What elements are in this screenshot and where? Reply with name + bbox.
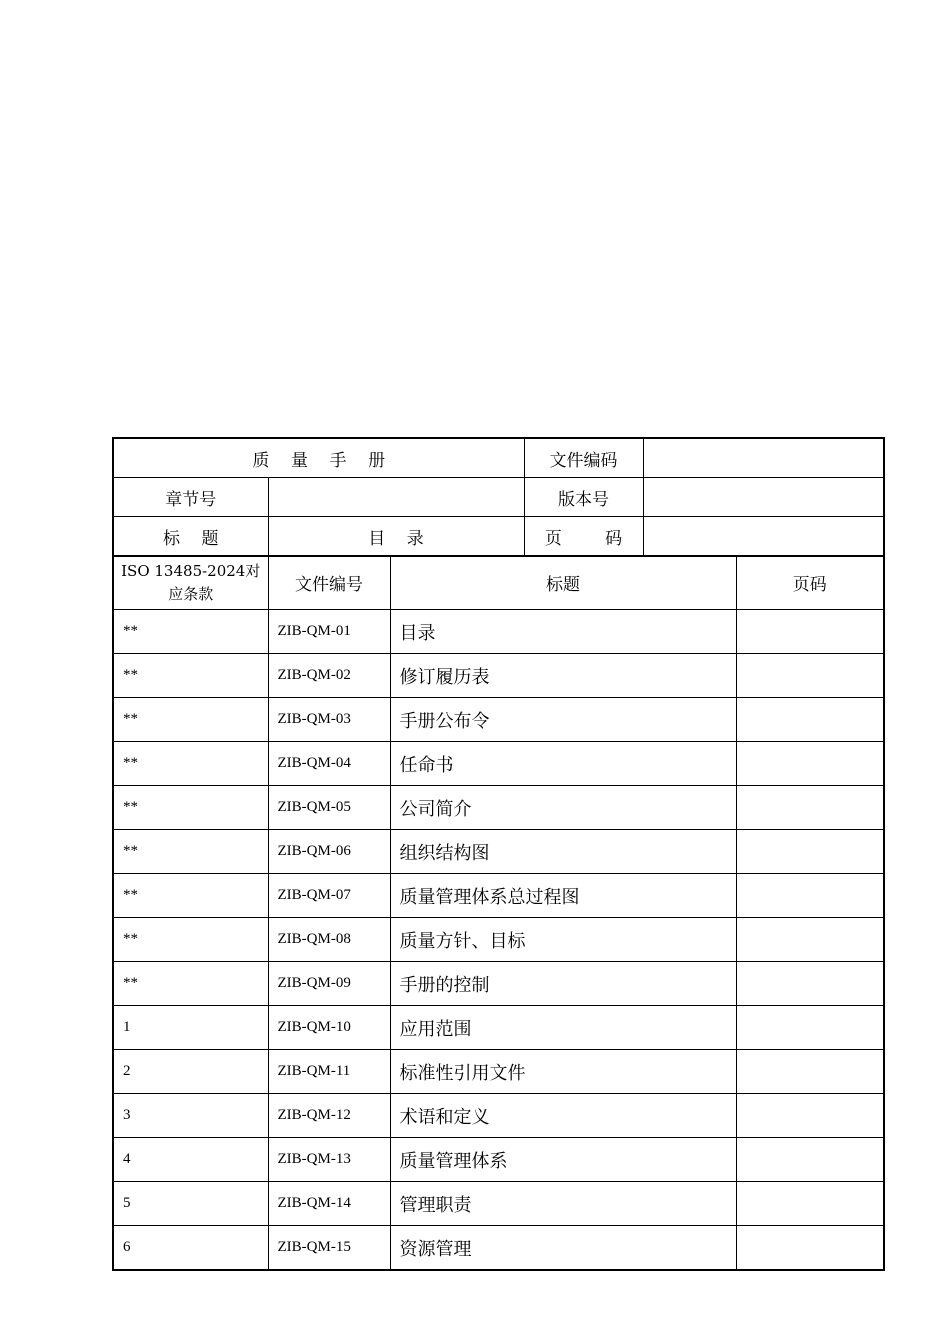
- table-row: [113, 830, 884, 874]
- page-cell: [736, 654, 884, 698]
- clause-cell: 4: [113, 1138, 268, 1182]
- code-cell: ZIB-QM-07: [268, 874, 390, 918]
- page-cell: [736, 742, 884, 786]
- page-label: 页 码: [524, 517, 643, 557]
- page-cell: [736, 1182, 884, 1226]
- table-row: [113, 1050, 884, 1094]
- code-cell: ZIB-QM-05: [268, 786, 390, 830]
- clause-cell: 1: [113, 1006, 268, 1050]
- column-header-title: 标题: [390, 556, 736, 610]
- code-cell: ZIB-QM-15: [268, 1226, 390, 1271]
- code-cell: ZIB-QM-03: [268, 698, 390, 742]
- version-label: 版本号: [524, 478, 643, 517]
- title-cell: 公司简介: [390, 786, 736, 830]
- code-cell: ZIB-QM-04: [268, 742, 390, 786]
- clause-cell: **: [113, 654, 268, 698]
- page-cell: [736, 786, 884, 830]
- title-cell: 手册公布令: [390, 698, 736, 742]
- clause-cell: **: [113, 830, 268, 874]
- chapter-value: [268, 478, 524, 517]
- code-cell: ZIB-QM-12: [268, 1094, 390, 1138]
- table-row: [113, 786, 884, 830]
- table-row: [113, 610, 884, 654]
- title-cell: 目录: [390, 610, 736, 654]
- page-cell: [736, 1138, 884, 1182]
- page-cell: [736, 1006, 884, 1050]
- code-cell: ZIB-QM-10: [268, 1006, 390, 1050]
- page-cell: [736, 962, 884, 1006]
- clause-cell: **: [113, 918, 268, 962]
- column-header-clause: ISO 13485-2024对应条款: [113, 556, 268, 610]
- doc-code-value: [643, 438, 884, 478]
- toc-table: [112, 555, 885, 1271]
- clause-cell: **: [113, 962, 268, 1006]
- title-cell: 手册的控制: [390, 962, 736, 1006]
- title-label: 标 题: [113, 517, 268, 557]
- table-row: [113, 1182, 884, 1226]
- column-header-page: 页码: [736, 556, 884, 610]
- title-cell: 质量方针、目标: [390, 918, 736, 962]
- doc-code-label: 文件编码: [524, 438, 643, 478]
- page-cell: [736, 918, 884, 962]
- clause-cell: 3: [113, 1094, 268, 1138]
- title-cell: 资源管理: [390, 1226, 736, 1271]
- page-cell: [736, 698, 884, 742]
- column-header-code: 文件编号: [268, 556, 390, 610]
- table-row: [113, 1226, 884, 1271]
- manual-title: 质 量 手 册: [113, 438, 524, 478]
- chapter-label: 章节号: [113, 478, 268, 517]
- clause-cell: **: [113, 874, 268, 918]
- clause-cell: 6: [113, 1226, 268, 1271]
- version-value: [643, 478, 884, 517]
- table-row: [113, 654, 884, 698]
- page-value: [643, 517, 884, 557]
- title-cell: 质量管理体系总过程图: [390, 874, 736, 918]
- page-cell: [736, 1226, 884, 1271]
- code-cell: ZIB-QM-02: [268, 654, 390, 698]
- document-header-table: [112, 437, 885, 557]
- code-cell: ZIB-QM-06: [268, 830, 390, 874]
- code-cell: ZIB-QM-01: [268, 610, 390, 654]
- title-cell: 质量管理体系: [390, 1138, 736, 1182]
- table-row: [113, 918, 884, 962]
- code-cell: ZIB-QM-13: [268, 1138, 390, 1182]
- page-cell: [736, 1094, 884, 1138]
- title-value: 目 录: [268, 517, 524, 557]
- title-cell: 标准性引用文件: [390, 1050, 736, 1094]
- code-cell: ZIB-QM-08: [268, 918, 390, 962]
- clause-cell: **: [113, 742, 268, 786]
- title-cell: 术语和定义: [390, 1094, 736, 1138]
- code-cell: ZIB-QM-09: [268, 962, 390, 1006]
- clause-cell: 5: [113, 1182, 268, 1226]
- table-row: [113, 698, 884, 742]
- title-cell: 组织结构图: [390, 830, 736, 874]
- code-cell: ZIB-QM-11: [268, 1050, 390, 1094]
- clause-cell: **: [113, 786, 268, 830]
- title-cell: 应用范围: [390, 1006, 736, 1050]
- table-row: [113, 742, 884, 786]
- page-cell: [736, 1050, 884, 1094]
- toc-column-headers: [113, 556, 884, 610]
- page-cell: [736, 874, 884, 918]
- title-cell: 修订履历表: [390, 654, 736, 698]
- table-row: [113, 1138, 884, 1182]
- code-cell: ZIB-QM-14: [268, 1182, 390, 1226]
- page-cell: [736, 830, 884, 874]
- clause-cell: **: [113, 698, 268, 742]
- clause-cell: 2: [113, 1050, 268, 1094]
- table-row: [113, 874, 884, 918]
- clause-cell: **: [113, 610, 268, 654]
- page-cell: [736, 610, 884, 654]
- table-row: [113, 962, 884, 1006]
- title-cell: 管理职责: [390, 1182, 736, 1226]
- table-row: [113, 1094, 884, 1138]
- table-row: [113, 1006, 884, 1050]
- title-cell: 任命书: [390, 742, 736, 786]
